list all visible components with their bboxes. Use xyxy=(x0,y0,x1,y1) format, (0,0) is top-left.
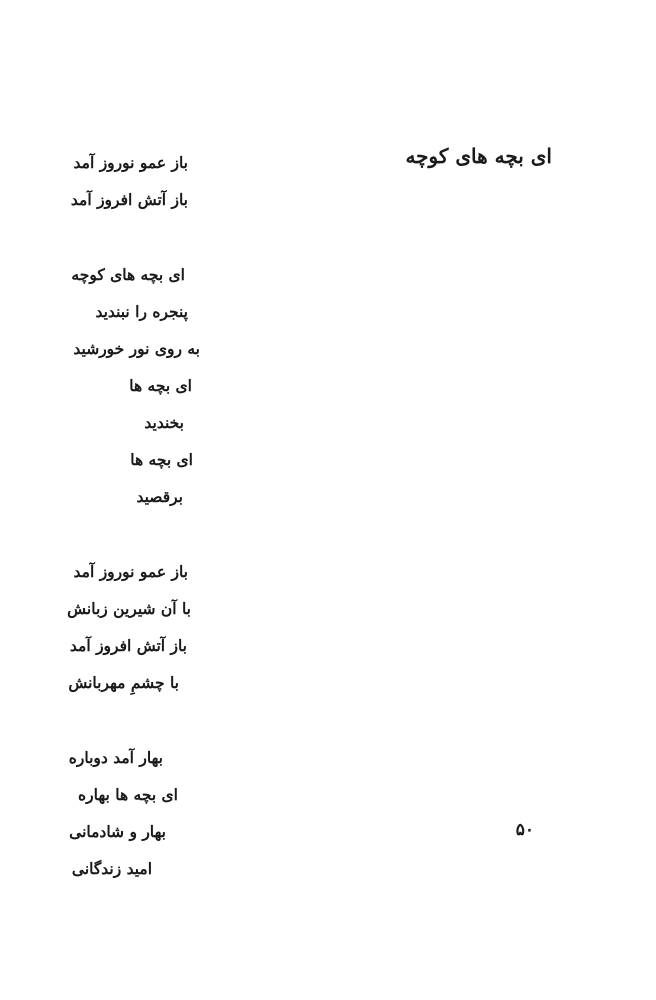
verse-line: ای بچه های کوچه xyxy=(71,265,185,284)
verse-line: به روی نور خورشید xyxy=(73,339,200,358)
verse-line: با آن شیرین زبانش xyxy=(67,599,191,618)
verse-line: باز آتش افروز آمد xyxy=(69,636,187,655)
verse-line: پنجره را نبندید xyxy=(95,302,188,321)
verse-line: برقصید xyxy=(136,487,183,506)
verse-line: بهار و شادمانی xyxy=(69,822,166,841)
stanza-4 xyxy=(60,739,220,887)
poem-title: ای بچه های کوچه xyxy=(405,144,552,168)
verse-line: باز آتش افروز آمد xyxy=(70,190,188,209)
poem-body xyxy=(60,144,220,925)
verse-line: باز عمو نوروز آمد xyxy=(73,153,188,172)
verse-line: بهار آمد دوباره xyxy=(68,748,163,767)
stanza-3 xyxy=(60,553,220,701)
verse-line: بخندید xyxy=(144,413,184,432)
stanza-1 xyxy=(60,144,220,218)
verse-line: باز عمو نوروز آمد xyxy=(73,562,188,581)
verse-line: ای بچه ها بهاره xyxy=(78,785,178,804)
verse-line: ای بچه ها xyxy=(129,376,192,395)
verse-line: امید زندگانی xyxy=(71,859,152,878)
verse-line: با چشمِ مهربانش xyxy=(68,673,179,692)
stanza-2 xyxy=(60,256,220,515)
page-number: ۵۰ xyxy=(515,820,534,840)
verse-line: ای بچه ها xyxy=(130,450,193,469)
